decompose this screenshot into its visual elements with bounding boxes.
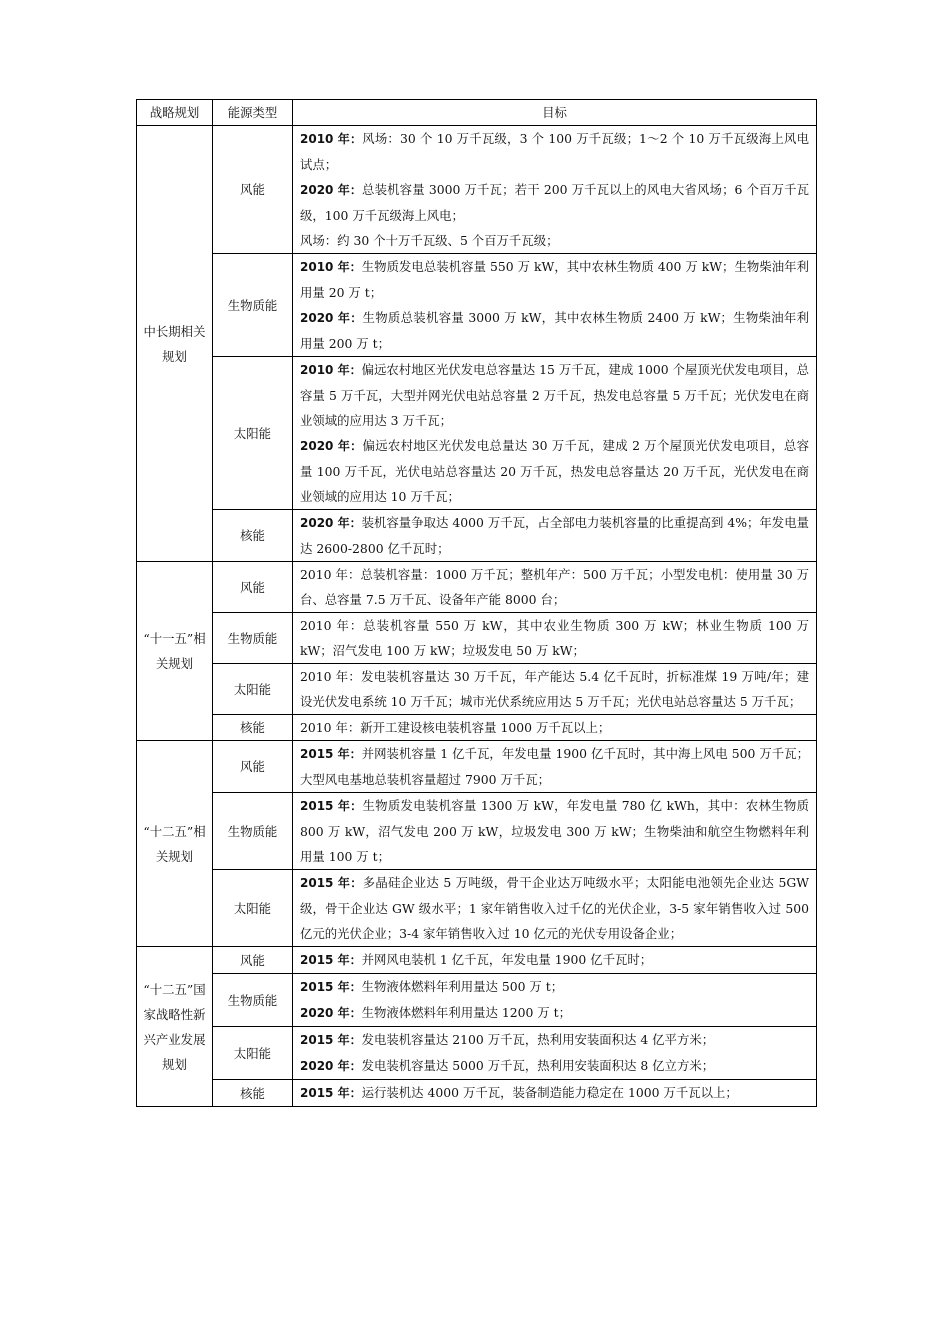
- target-text: 风场：约 30 个十万千瓦级、5 个百万千瓦级；: [300, 233, 559, 248]
- energy-type-cell: 核能: [213, 510, 293, 562]
- energy-type-cell: 生物质能: [213, 254, 293, 357]
- target-year: 2015 年：: [300, 1086, 362, 1100]
- target-cell: [293, 1027, 817, 1080]
- target-year: 2020 年：: [300, 311, 363, 325]
- energy-type-cell: 风能: [213, 947, 293, 974]
- target-cell: [293, 870, 817, 947]
- target-year: 2010 年：: [300, 363, 362, 377]
- target-line: [300, 254, 809, 305]
- target-line: [300, 1053, 809, 1079]
- table-row: [137, 1027, 817, 1080]
- target-text: 生物液体燃料年利用量达 1200 万 t；: [361, 1005, 571, 1020]
- target-text: 2010 年：新开工建设核电装机容量 1000 万千瓦以上；: [300, 720, 611, 735]
- target-year: 2020 年：: [300, 1059, 362, 1073]
- target-line: [300, 793, 809, 869]
- table-row: [137, 715, 817, 741]
- table-row: [137, 664, 817, 715]
- target-line: [300, 510, 809, 561]
- energy-type-cell: 生物质能: [213, 613, 293, 664]
- header-target: 目标: [293, 100, 817, 126]
- table-row: [137, 510, 817, 562]
- target-line: [300, 1027, 809, 1053]
- energy-type-cell: 太阳能: [213, 664, 293, 715]
- target-year: 2020 年：: [300, 439, 363, 453]
- table-row: [137, 1080, 817, 1107]
- target-text: 装机容量争取达 4000 万千瓦，占全部电力装机容量的比重提高到 4%；年发电量达 2600-2800 亿千瓦时；: [300, 515, 809, 556]
- table-row: [137, 613, 817, 664]
- target-text: 并网装机容量 1 亿千瓦，年发电量 1900 亿千瓦时，其中海上风电 500 万千瓦；大型风电基地总装机容量超过 7900 万千瓦；: [300, 746, 810, 787]
- target-cell: [293, 613, 817, 664]
- target-line: [300, 664, 809, 714]
- energy-planning-table: [136, 99, 817, 1107]
- target-text: 生物质发电总装机容量 550 万 kW，其中农林生物质 400 万 kW；生物柴油年利用量 20 万 t；: [300, 259, 810, 300]
- table-row: [137, 357, 817, 510]
- target-cell: [293, 510, 817, 562]
- target-cell: [293, 562, 817, 613]
- target-year: 2015 年：: [300, 747, 362, 761]
- target-text: 2010 年：总装机容量：1000 万千瓦；整机年产：500 万千瓦；小型发电机：使用量 30 万台、总容量 7.5 万千瓦、设备年产能 8000 台；: [300, 567, 809, 607]
- target-cell: [293, 126, 817, 254]
- target-line: [300, 715, 809, 740]
- target-line: [300, 1000, 809, 1026]
- target-line: [300, 974, 809, 1000]
- target-line: [300, 357, 809, 433]
- target-cell: [293, 1080, 817, 1107]
- target-line: [300, 177, 809, 228]
- target-text: 风场：30 个 10 万千瓦级，3 个 100 万千瓦级；1～2 个 10 万千瓦级海上风电试点；: [300, 131, 810, 172]
- energy-type-cell: 风能: [213, 126, 293, 254]
- table-row: [137, 126, 817, 254]
- target-line: [300, 1080, 809, 1106]
- target-year: 2015 年：: [300, 799, 363, 813]
- target-text: 运行装机达 4000 万千瓦，装备制造能力稳定在 1000 万千瓦以上；: [361, 1085, 738, 1100]
- target-cell: [293, 741, 817, 793]
- target-line: [300, 870, 809, 946]
- target-line: [300, 741, 809, 792]
- header-strategy-plan: 战略规划: [137, 100, 213, 126]
- target-cell: [293, 947, 817, 974]
- target-year: 2015 年：: [300, 1033, 362, 1047]
- target-year: 2015 年：: [300, 876, 363, 890]
- target-cell: [293, 357, 817, 510]
- target-line: [300, 305, 809, 356]
- target-text: 生物质发电装机容量 1300 万 kW，年发电量 780 亿 kWh，其中：农林生物质 800 万 kW，沼气发电 200 万 kW，垃圾发电 300 万 kW；生物柴油和航空生物燃料年利用量 100 万 t；: [300, 798, 809, 864]
- header-row: [137, 100, 817, 126]
- target-text: 发电装机容量达 2100 万千瓦，热利用安装面积达 4 亿平方米；: [361, 1032, 715, 1047]
- target-text: 总装机容量 3000 万千瓦；若干 200 万千瓦以上的风电大省风场；6 个百万千瓦级，100 万千瓦级海上风电；: [300, 182, 810, 223]
- target-text: 2010 年：发电装机容量达 30 万千瓦，年产能达 5.4 亿千瓦时，折标准煤 19 万吨/年；建设光伏发电系统 10 万千瓦；城市光伏系统应用达 5 万千瓦；光伏电站总容量达 5 万千瓦；: [300, 669, 809, 709]
- header-energy-type: 能源类型: [213, 100, 293, 126]
- energy-type-cell: 核能: [213, 1080, 293, 1107]
- table-row: [137, 254, 817, 357]
- target-line: [300, 126, 809, 177]
- table-row: [137, 870, 817, 947]
- energy-type-cell: 生物质能: [213, 974, 293, 1027]
- target-year: 2010 年：: [300, 132, 363, 146]
- target-year: 2020 年：: [300, 183, 363, 197]
- strategy-plan-cell: “十二五”相关规划: [137, 741, 213, 947]
- target-text: 2010 年：总装机容量 550 万 kW，其中农业生物质 300 万 kW；林业生物质 100 万 kW；沼气发电 100 万 kW；垃圾发电 50 万 kW；: [300, 618, 809, 658]
- target-line: [300, 562, 809, 612]
- energy-type-cell: 核能: [213, 715, 293, 741]
- target-text: 发电装机容量达 5000 万千瓦，热利用安装面积达 8 亿立方米；: [361, 1058, 715, 1073]
- energy-type-cell: 太阳能: [213, 1027, 293, 1080]
- target-text: 生物液体燃料年利用量达 500 万 t；: [361, 979, 564, 994]
- target-line: [300, 613, 809, 663]
- target-year: 2015 年：: [300, 953, 362, 967]
- strategy-plan-cell: “十一五”相关规划: [137, 562, 213, 741]
- target-cell: [293, 715, 817, 741]
- target-line: [300, 433, 809, 509]
- target-cell: [293, 664, 817, 715]
- strategy-plan-cell: “十二五”国家战略性新兴产业发展规划: [137, 947, 213, 1107]
- table-row: [137, 947, 817, 974]
- target-cell: [293, 254, 817, 357]
- table-row: [137, 741, 817, 793]
- target-year: 2010 年：: [300, 260, 362, 274]
- target-text: 生物质总装机容量 3000 万 kW，其中农林生物质 2400 万 kW；生物柴油年利用量 200 万 t；: [300, 310, 810, 351]
- target-cell: [293, 793, 817, 870]
- energy-type-cell: 太阳能: [213, 357, 293, 510]
- target-text: 多晶硅企业达 5 万吨级，骨干企业达万吨级水平；太阳能电池领先企业达 5GW 级，骨干企业达 GW 级水平；1 家年销售收入过千亿的光伏企业，3-5 家年销售收入过 500 亿元的光伏企业；3-4 家年销售收入过 10 亿元的光伏专用设备企业；: [300, 875, 809, 941]
- table-row: [137, 974, 817, 1027]
- table-row: [137, 562, 817, 613]
- target-year: 2015 年：: [300, 980, 362, 994]
- energy-type-cell: 太阳能: [213, 870, 293, 947]
- strategy-plan-cell: 中长期相关规划: [137, 126, 213, 562]
- table-row: [137, 793, 817, 870]
- target-year: 2020 年：: [300, 1006, 362, 1020]
- energy-type-cell: 风能: [213, 741, 293, 793]
- energy-type-cell: 生物质能: [213, 793, 293, 870]
- table-body: [137, 126, 817, 1107]
- target-line: [300, 947, 809, 973]
- target-text: 并网风电装机 1 亿千瓦，年发电量 1900 亿千瓦时；: [361, 952, 653, 967]
- energy-type-cell: 风能: [213, 562, 293, 613]
- target-text: 偏远农村地区光伏发电总容量达 15 万千瓦，建成 1000 个屋顶光伏发电项目，总容量 5 万千瓦，大型并网光伏电站总容量 2 万千瓦，热发电总容量 5 万千瓦；光伏发电在商业领域的应用达 3 万千瓦；: [300, 362, 810, 428]
- target-cell: [293, 974, 817, 1027]
- target-line: [300, 228, 809, 253]
- target-text: 偏远农村地区光伏发电总量达 30 万千瓦，建成 2 万个屋顶光伏发电项目，总容量 100 万千瓦，光伏电站总容量达 20 万千瓦，热发电总容量达 20 万千瓦，光伏发电在商业领域的应用达 10 万千瓦；: [300, 438, 810, 504]
- target-year: 2020 年：: [300, 516, 362, 530]
